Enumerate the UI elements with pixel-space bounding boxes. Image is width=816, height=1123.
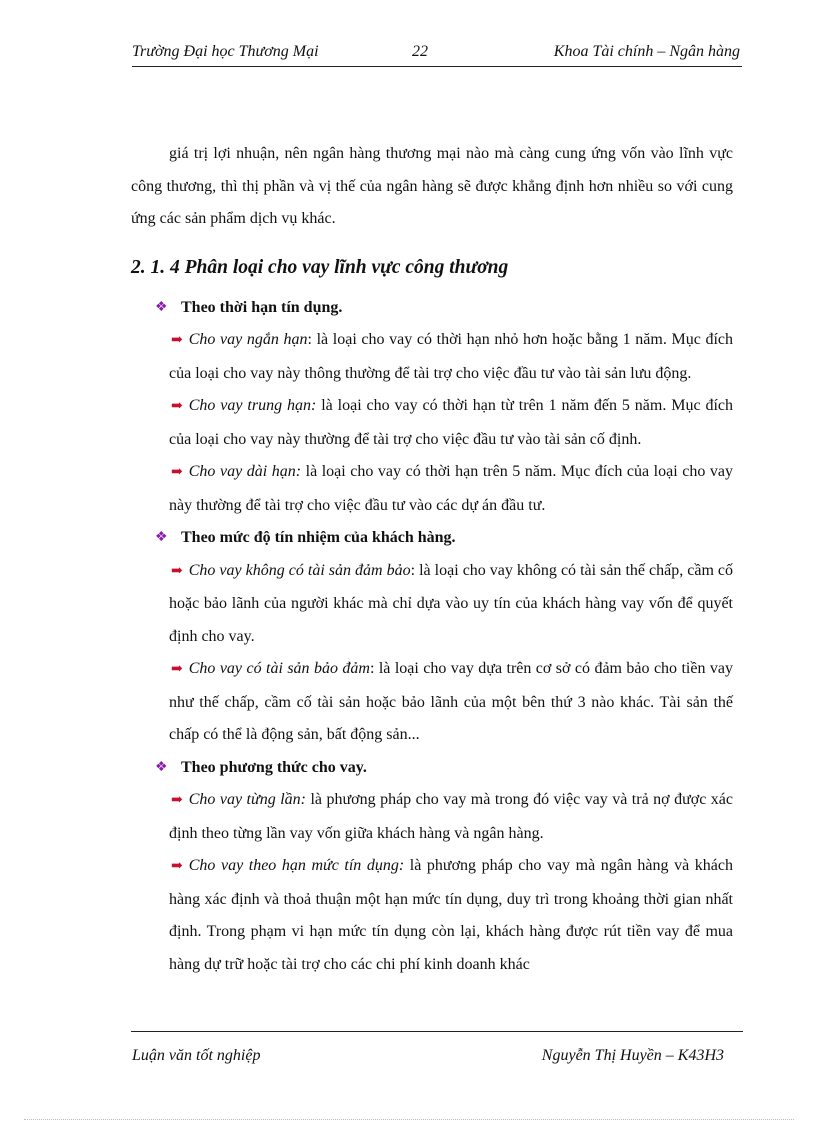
right-arrow-icon: ➡ bbox=[171, 793, 183, 808]
list-item bbox=[169, 390, 733, 456]
header-school-name: Trường Đại học Thương Mại bbox=[132, 43, 319, 60]
header-faculty-name: Khoa Tài chính – Ngân hàng bbox=[553, 43, 740, 60]
list-item bbox=[169, 456, 733, 522]
footer-divider bbox=[131, 1031, 743, 1032]
list-item bbox=[169, 324, 733, 390]
group-heading bbox=[131, 522, 733, 555]
footer-thesis-label: Luận văn tốt nghiệp bbox=[132, 1047, 261, 1064]
section-heading: 2. 1. 4 Phân loại cho vay lĩnh vực công thương bbox=[131, 256, 509, 278]
term-label: Cho vay ngắn hạn bbox=[188, 331, 308, 348]
intro-paragraph: giá trị lợi nhuận, nên ngân hàng thương mại nào mà càng cung ứng vốn vào lĩnh vực công thương, thì thị phần và vị thế của ngân hàng sẽ được khẳng định hơn nhiều so với cung ứng các sản phẩm dịch vụ khác. bbox=[131, 145, 733, 227]
term-description: là loại cho vay có thời hạn trên 5 năm. Mục đích của loại cho vay này thường để tài trợ cho việc đầu tư vào các dự án đầu tư. bbox=[169, 463, 733, 514]
right-arrow-icon: ➡ bbox=[171, 333, 183, 348]
group-title: Theo mức độ tín nhiệm của khách hàng. bbox=[181, 529, 456, 546]
four-diamond-icon: ❖ bbox=[155, 299, 168, 315]
term-description: là phương pháp cho vay mà ngân hàng và khách hàng xác định và thoả thuận một hạn mức tín dụng, duy trì trong khoảng thời gian nhất định. Trong phạm vi hạn mức tín dụng còn lại, khách hàng được rút tiền vay để mua hàng dự trữ hoặc tài trợ cho các chi phí kinh doanh khác bbox=[169, 857, 733, 973]
term-label: Cho vay trung hạn: bbox=[188, 397, 317, 414]
group-heading bbox=[131, 292, 733, 325]
right-arrow-icon: ➡ bbox=[171, 399, 183, 414]
right-arrow-icon: ➡ bbox=[171, 563, 183, 579]
term-label: Cho vay theo hạn mức tín dụng: bbox=[188, 857, 405, 874]
group-title: Theo phương thức cho vay. bbox=[181, 758, 367, 776]
right-arrow-icon: ➡ bbox=[171, 859, 183, 874]
footer-author: Nguyễn Thị Huyền – K43H3 bbox=[541, 1047, 724, 1064]
term-description: : là loại cho vay dựa trên cơ sở có đảm bảo cho tiền vay như thế chấp, cầm cố tài sản hoặc bảo lãnh của một bên thứ 3 nào khác. Tài sản thế chấp có thể là động sản, bất động sản... bbox=[169, 660, 734, 743]
page-edge-divider bbox=[24, 1119, 794, 1120]
right-arrow-icon: ➡ bbox=[171, 465, 183, 480]
term-description: : là loại cho vay không có tài sản thế chấp, cầm cố hoặc bảo lãnh của người khác mà chỉ dựa vào uy tín của khách hàng vay vốn để quyết định cho vay. bbox=[169, 561, 734, 645]
page-header bbox=[132, 40, 742, 67]
term-description: là loại cho vay có thời hạn từ trên 1 năm đến 5 năm. Mục đích của loại cho vay này thường để tài trợ cho việc đầu tư vào tài sản cố định. bbox=[169, 397, 734, 448]
term-description: : là loại cho vay có thời hạn nhỏ hơn hoặc bằng 1 năm. Mục đích của loại cho vay này thông thường để tài trợ cho việc đầu tư vào tài sản lưu động. bbox=[169, 331, 734, 382]
list-item bbox=[169, 850, 733, 981]
list-item bbox=[169, 555, 733, 654]
list-item bbox=[169, 784, 733, 850]
four-diamond-icon: ❖ bbox=[155, 530, 168, 545]
term-label: Cho vay từng lần: bbox=[188, 791, 306, 808]
group-title: Theo thời hạn tín dụng. bbox=[181, 298, 343, 316]
right-arrow-icon: ➡ bbox=[171, 662, 183, 677]
header-page-number: 22 bbox=[412, 43, 428, 60]
group-heading bbox=[131, 752, 733, 785]
term-label: Cho vay dài hạn: bbox=[188, 463, 302, 480]
four-diamond-icon: ❖ bbox=[155, 759, 168, 775]
term-label: Cho vay có tài sản bảo đảm bbox=[188, 660, 370, 677]
page-body bbox=[131, 138, 733, 981]
term-label: Cho vay không có tài sản đảm bảo bbox=[188, 561, 411, 579]
list-item bbox=[169, 653, 733, 752]
term-description: là phương pháp cho vay mà trong đó việc vay và trả nợ được xác định theo từng lần vay vốn giữa khách hàng và ngân hàng. bbox=[169, 791, 733, 842]
